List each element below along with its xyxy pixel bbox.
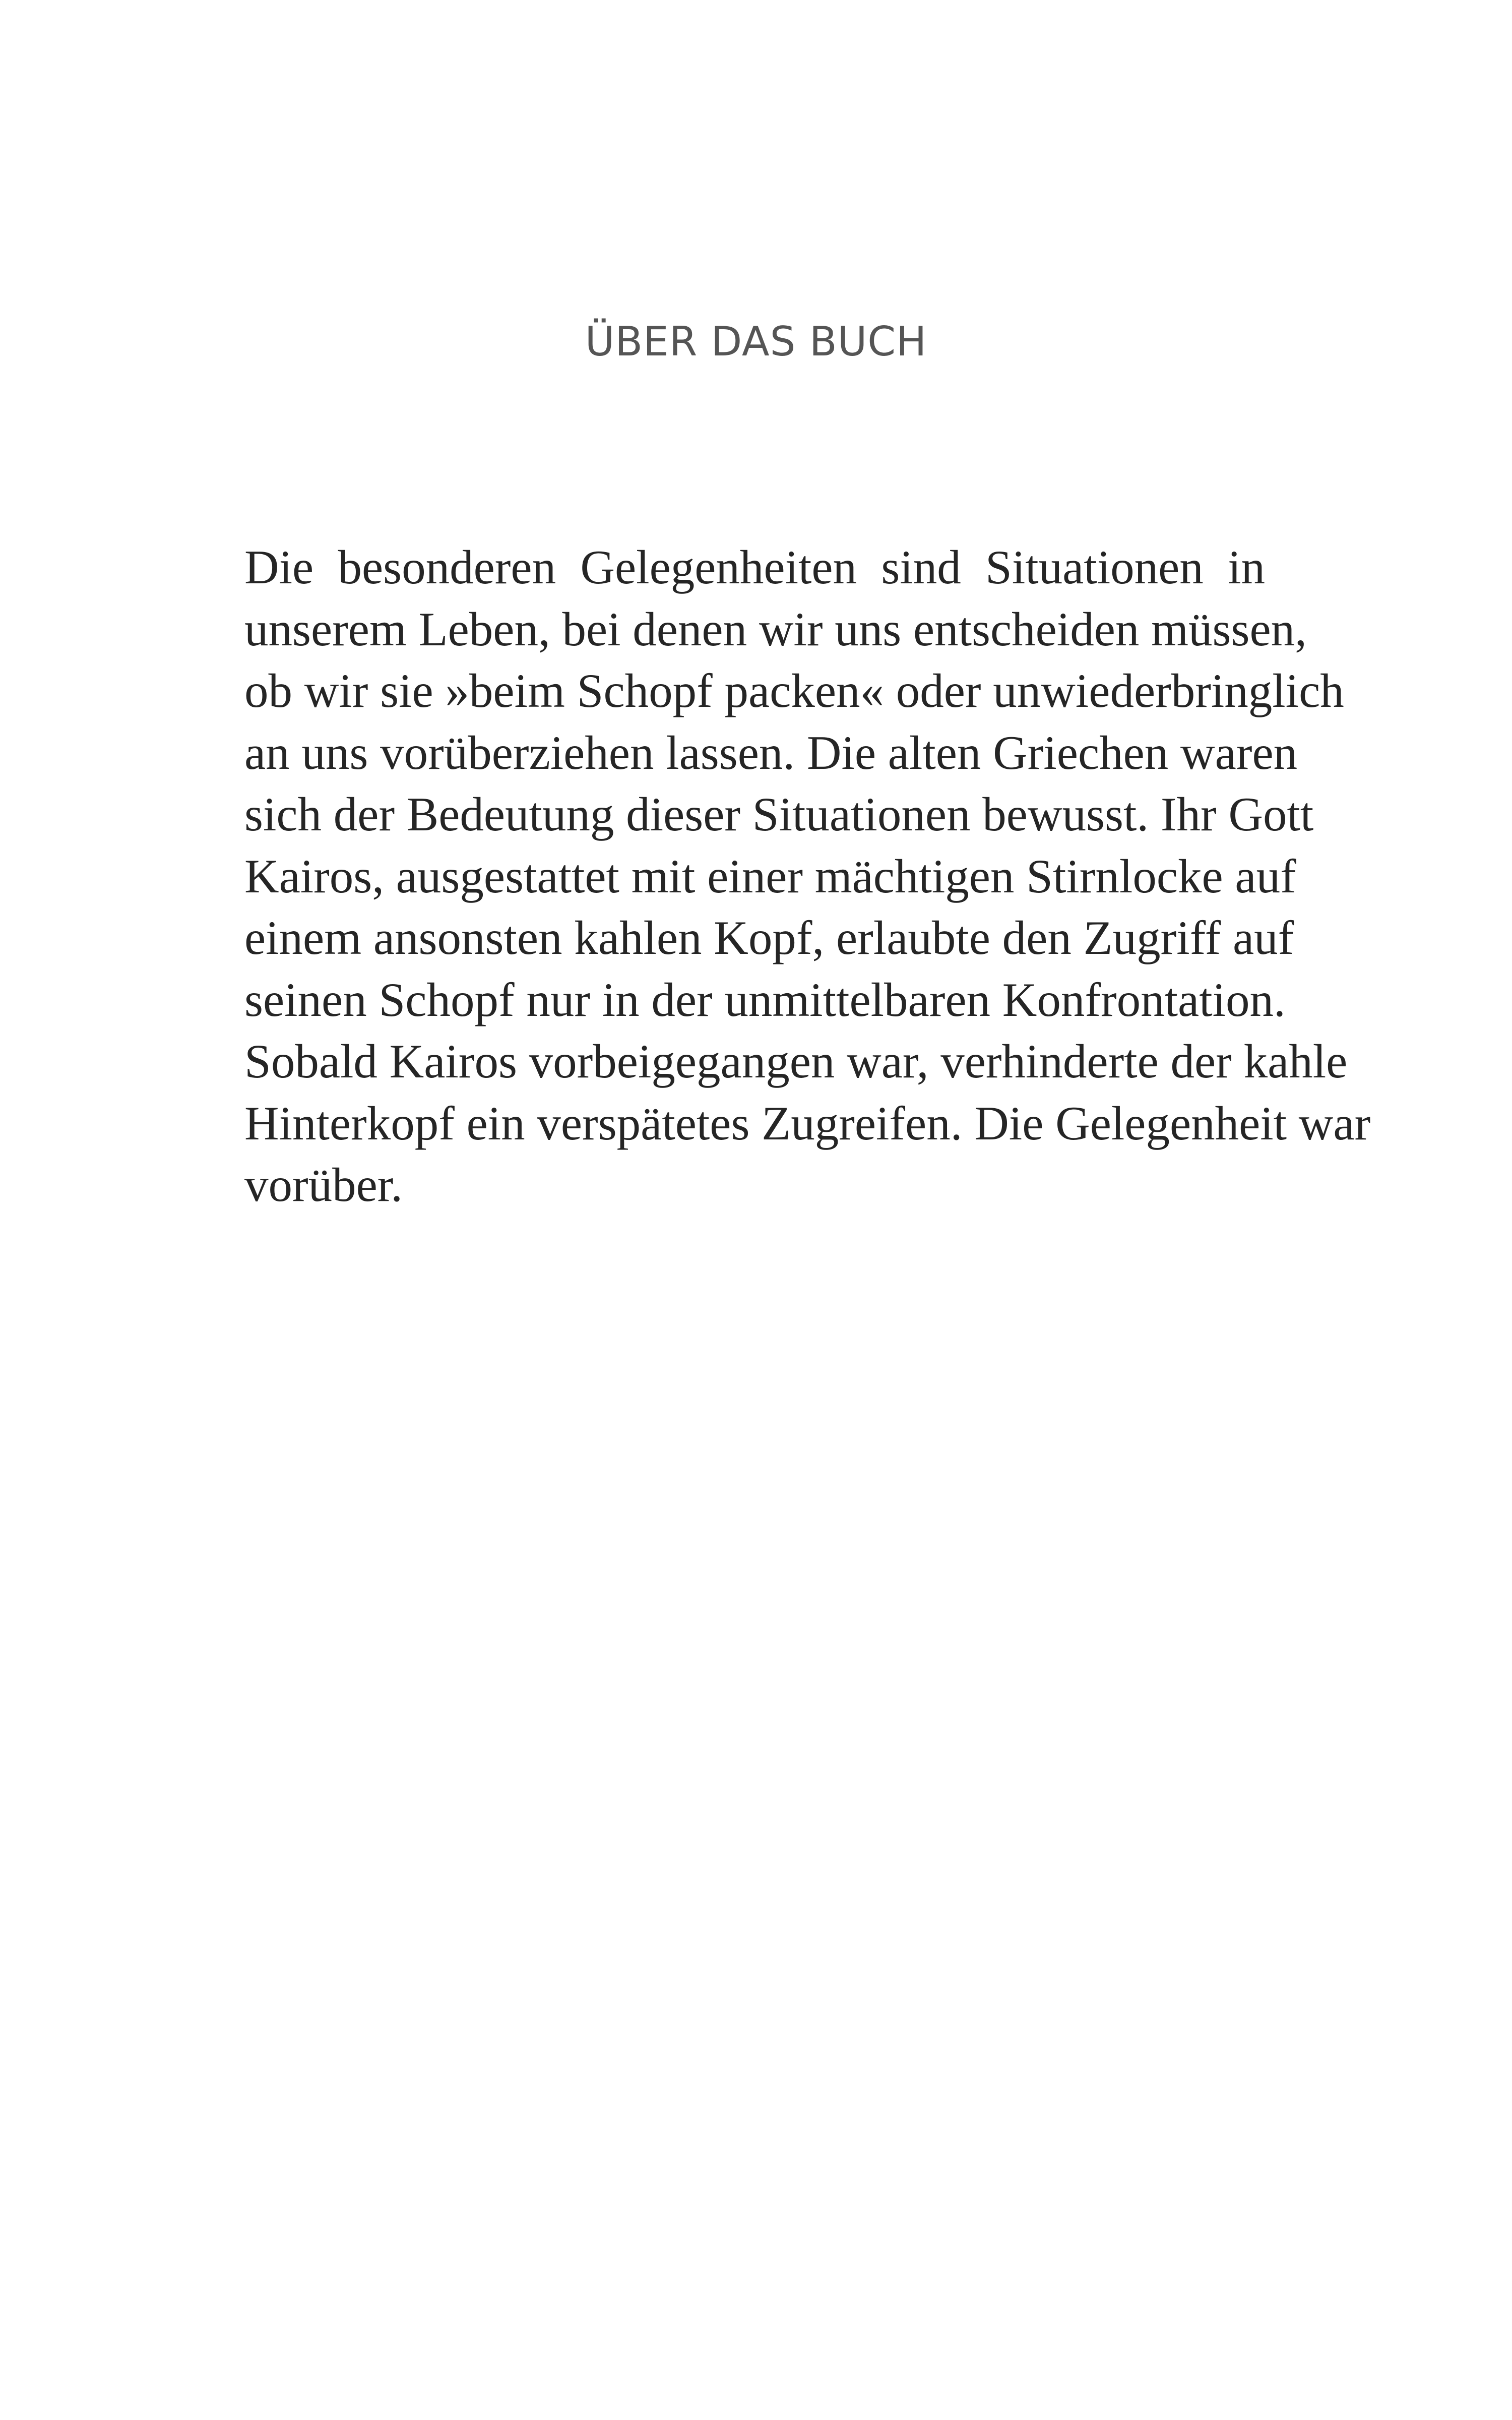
body-paragraph xyxy=(244,536,1371,1216)
text-line: an uns vorüberziehen lassen. Die alten Griechen waren xyxy=(244,725,1298,779)
text-line: ob wir sie »beim Schopf packen« oder unwiederbringlich xyxy=(244,664,1344,717)
text-line: Die besonderen Gelegenheiten sind Situationen in xyxy=(244,540,1265,594)
page-title: ÜBER DAS BUCH xyxy=(585,318,927,365)
text-line: seinen Schopf nur in der unmittelbaren Konfrontation. xyxy=(244,973,1286,1026)
text-line: Hinterkopf ein verspätetes Zugreifen. Die Gelegenheit war xyxy=(244,1096,1371,1150)
text-line: sich der Bedeutung dieser Situationen bewusst. Ihr Gott xyxy=(244,788,1314,841)
text-line: Sobald Kairos vorbeigegangen war, verhinderte der kahle xyxy=(244,1035,1348,1088)
text-line: vorüber. xyxy=(244,1158,403,1212)
text-line: einem ansonsten kahlen Kopf, erlaubte den Zugriff auf xyxy=(244,911,1294,964)
text-line: Kairos, ausgestattet mit einer mächtigen Stirnlocke auf xyxy=(244,849,1296,903)
text-line: unserem Leben, bei denen wir uns entscheiden müssen, xyxy=(244,602,1307,656)
